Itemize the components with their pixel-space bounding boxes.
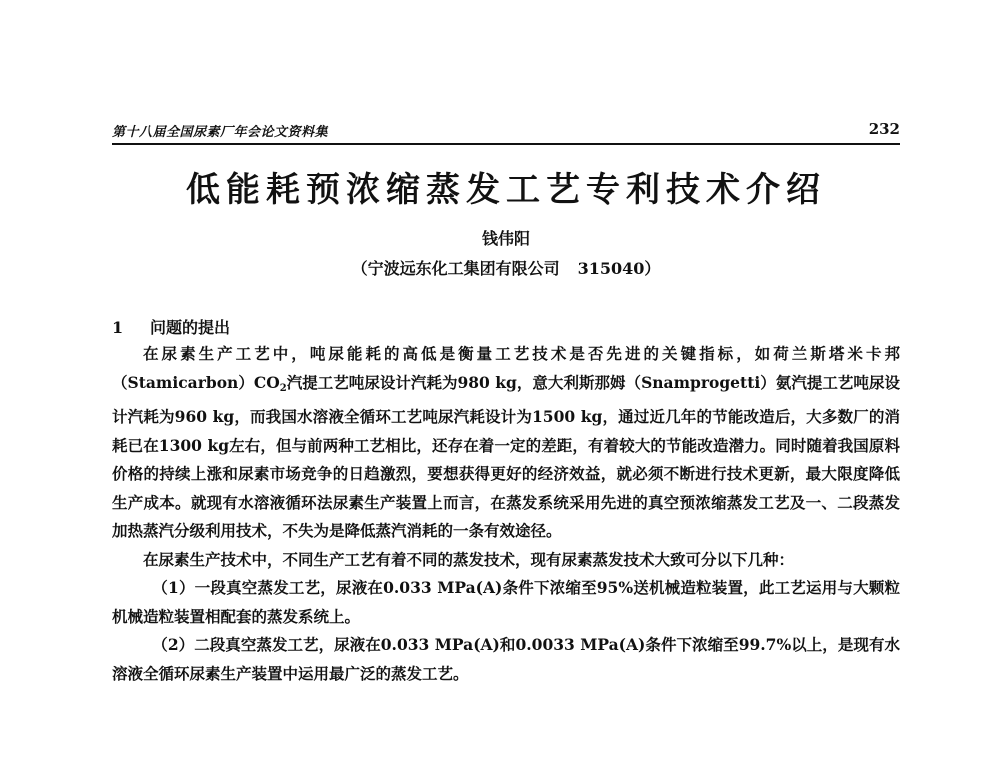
running-header [112,119,900,145]
section-heading [112,315,230,338]
paragraph-2: 在尿素生产技术中，不同生产工艺有着不同的蒸发技术，现有尿素蒸发技术大致可分以下几种： [143,549,795,569]
paragraph-1-part-b: 汽提工艺吨尿设计汽耗为980 kg，意大利斯那姆（Snamprogetti）氨汽提工艺吨尿设计汽耗为960 kg，而我国水溶液全循环工艺吨尿汽耗设计为1500 kg，通过近几年的节能改造后，大多数厂的消耗已在1300 kg左右，但与前两种工艺相比，还存在着一定的差距，有着较大的节能改造潜力。同时随着我国原料价格的持续上涨和尿素市场竞争的日趋激烈，要想获得更好的经济效益，就必须不断进行技术更新，最大限度降低生产成本。就现有水溶液循环法尿素生产装置上而言，在蒸发系统采用先进的真空预浓缩蒸发工艺及一、二段蒸发加热蒸汽分级利用技术，不失为是降低蒸汽消耗的一条有效途径。 [112,372,900,540]
article-title: 低能耗预浓缩蒸发工艺专利技术介绍 [186,170,826,210]
journal-title: 第十八届全国尿素厂年会论文资料集 [112,125,329,140]
paragraph-1-part-a: 在尿素生产工艺中，吨尿能耗的高低是衡量工艺技术是否先进的关键指标，如荷兰斯塔米卡邦（Stamicarbon）CO [112,344,900,392]
section-number: 1 [112,318,124,337]
affiliation [112,256,900,279]
affiliation-name: （宁波远东化工集团有限公司 [351,259,560,278]
paragraph-1 [112,340,900,546]
body-text [112,340,900,688]
author-name: 钱伟阳 [481,229,530,248]
co2-subscript: 2 [279,382,287,394]
page-number: 232 [868,120,900,138]
section-title: 问题的提出 [150,318,231,337]
postal-code: 315040） [577,259,661,278]
list-item-2: （2）二段真空蒸发工艺，尿液在0.033 MPa(A)和0.0033 MPa(A)条件下浓缩至99.7%以上，是现有水溶液全循环尿素生产装置中运用最广泛的蒸发工艺。 [112,635,900,683]
list-item-1: （1）一段真空蒸发工艺，尿液在0.033 MPa(A)条件下浓缩至95%送机械造粒装置，此工艺运用与大颗粒机械造粒装置相配套的蒸发系统上。 [112,578,900,626]
